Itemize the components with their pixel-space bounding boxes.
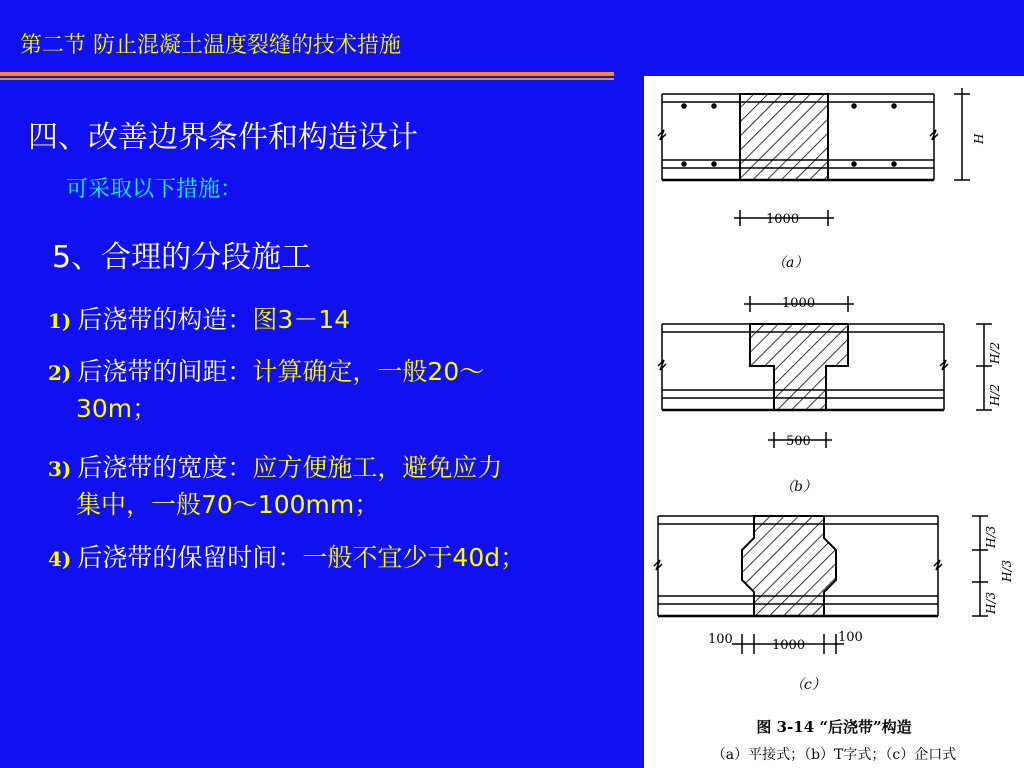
section-subheading: 可采取以下措施： [66, 177, 243, 202]
label-b: （b） [780, 479, 817, 495]
item-value: 图3－14 [252, 305, 351, 334]
item-label: 后浇带的间距： [77, 357, 253, 386]
slide-title: 第二节 防止混凝土温度裂缝的技术措施 [20, 33, 401, 58]
item-label: 后浇带的构造： [77, 305, 253, 334]
item-number: 2) [48, 361, 72, 385]
dim-b-bottom: 500 [786, 434, 811, 449]
dim-c-h3-mid: H/3 [1000, 559, 1014, 582]
diagram-b [658, 296, 992, 448]
item-label: 后浇带的保留时间： [77, 543, 303, 572]
title-divider-thin [0, 78, 614, 80]
dim-c-h3-bottom: H/3 [984, 591, 998, 614]
dim-c-h3-top: H/3 [984, 525, 998, 548]
figure-caption: 图 3-14 “后浇带”构造 [756, 718, 912, 736]
item-label: 后浇带的宽度： [77, 453, 253, 482]
post-cast-strip-figure [644, 76, 1024, 768]
list-item [48, 540, 628, 577]
figure-caption-sub: （a）平接式；（b）T字式；（c）企口式 [711, 747, 957, 763]
item-number: 4) [48, 547, 72, 571]
item-number: 1) [48, 309, 72, 333]
diagram-a [658, 88, 970, 226]
diagram-c [654, 516, 988, 654]
list-item [48, 450, 628, 523]
point-heading: 5、合理的分段施工 [52, 240, 312, 275]
dim-c-left: 100 [708, 632, 733, 647]
item-continuation: 30m； [76, 394, 158, 423]
list-item [48, 354, 628, 427]
construction-diagram [644, 76, 1024, 768]
label-a: （a） [772, 255, 809, 271]
dim-b-top: 1000 [782, 296, 816, 311]
item-value: 计算确定，一般20～ [252, 357, 485, 386]
dim-c-right: 100 [838, 630, 863, 645]
label-c: （c） [790, 677, 826, 693]
list-item [48, 302, 628, 339]
item-value: 一般不宜少于40d； [302, 543, 526, 572]
dim-a-width: 1000 [766, 212, 800, 227]
item-value: 应方便施工，避免应力 [252, 453, 503, 482]
item-continuation: 集中，一般70～100mm； [76, 490, 380, 519]
dim-b-upper-half: H/2 [988, 341, 1002, 364]
dim-h-label: H [972, 133, 986, 144]
item-number: 3) [48, 457, 72, 481]
dim-b-lower-half: H/2 [988, 383, 1002, 406]
title-divider [0, 72, 614, 76]
dim-c-mid: 1000 [772, 638, 806, 653]
section-heading: 四、改善边界条件和构造设计 [28, 120, 418, 155]
